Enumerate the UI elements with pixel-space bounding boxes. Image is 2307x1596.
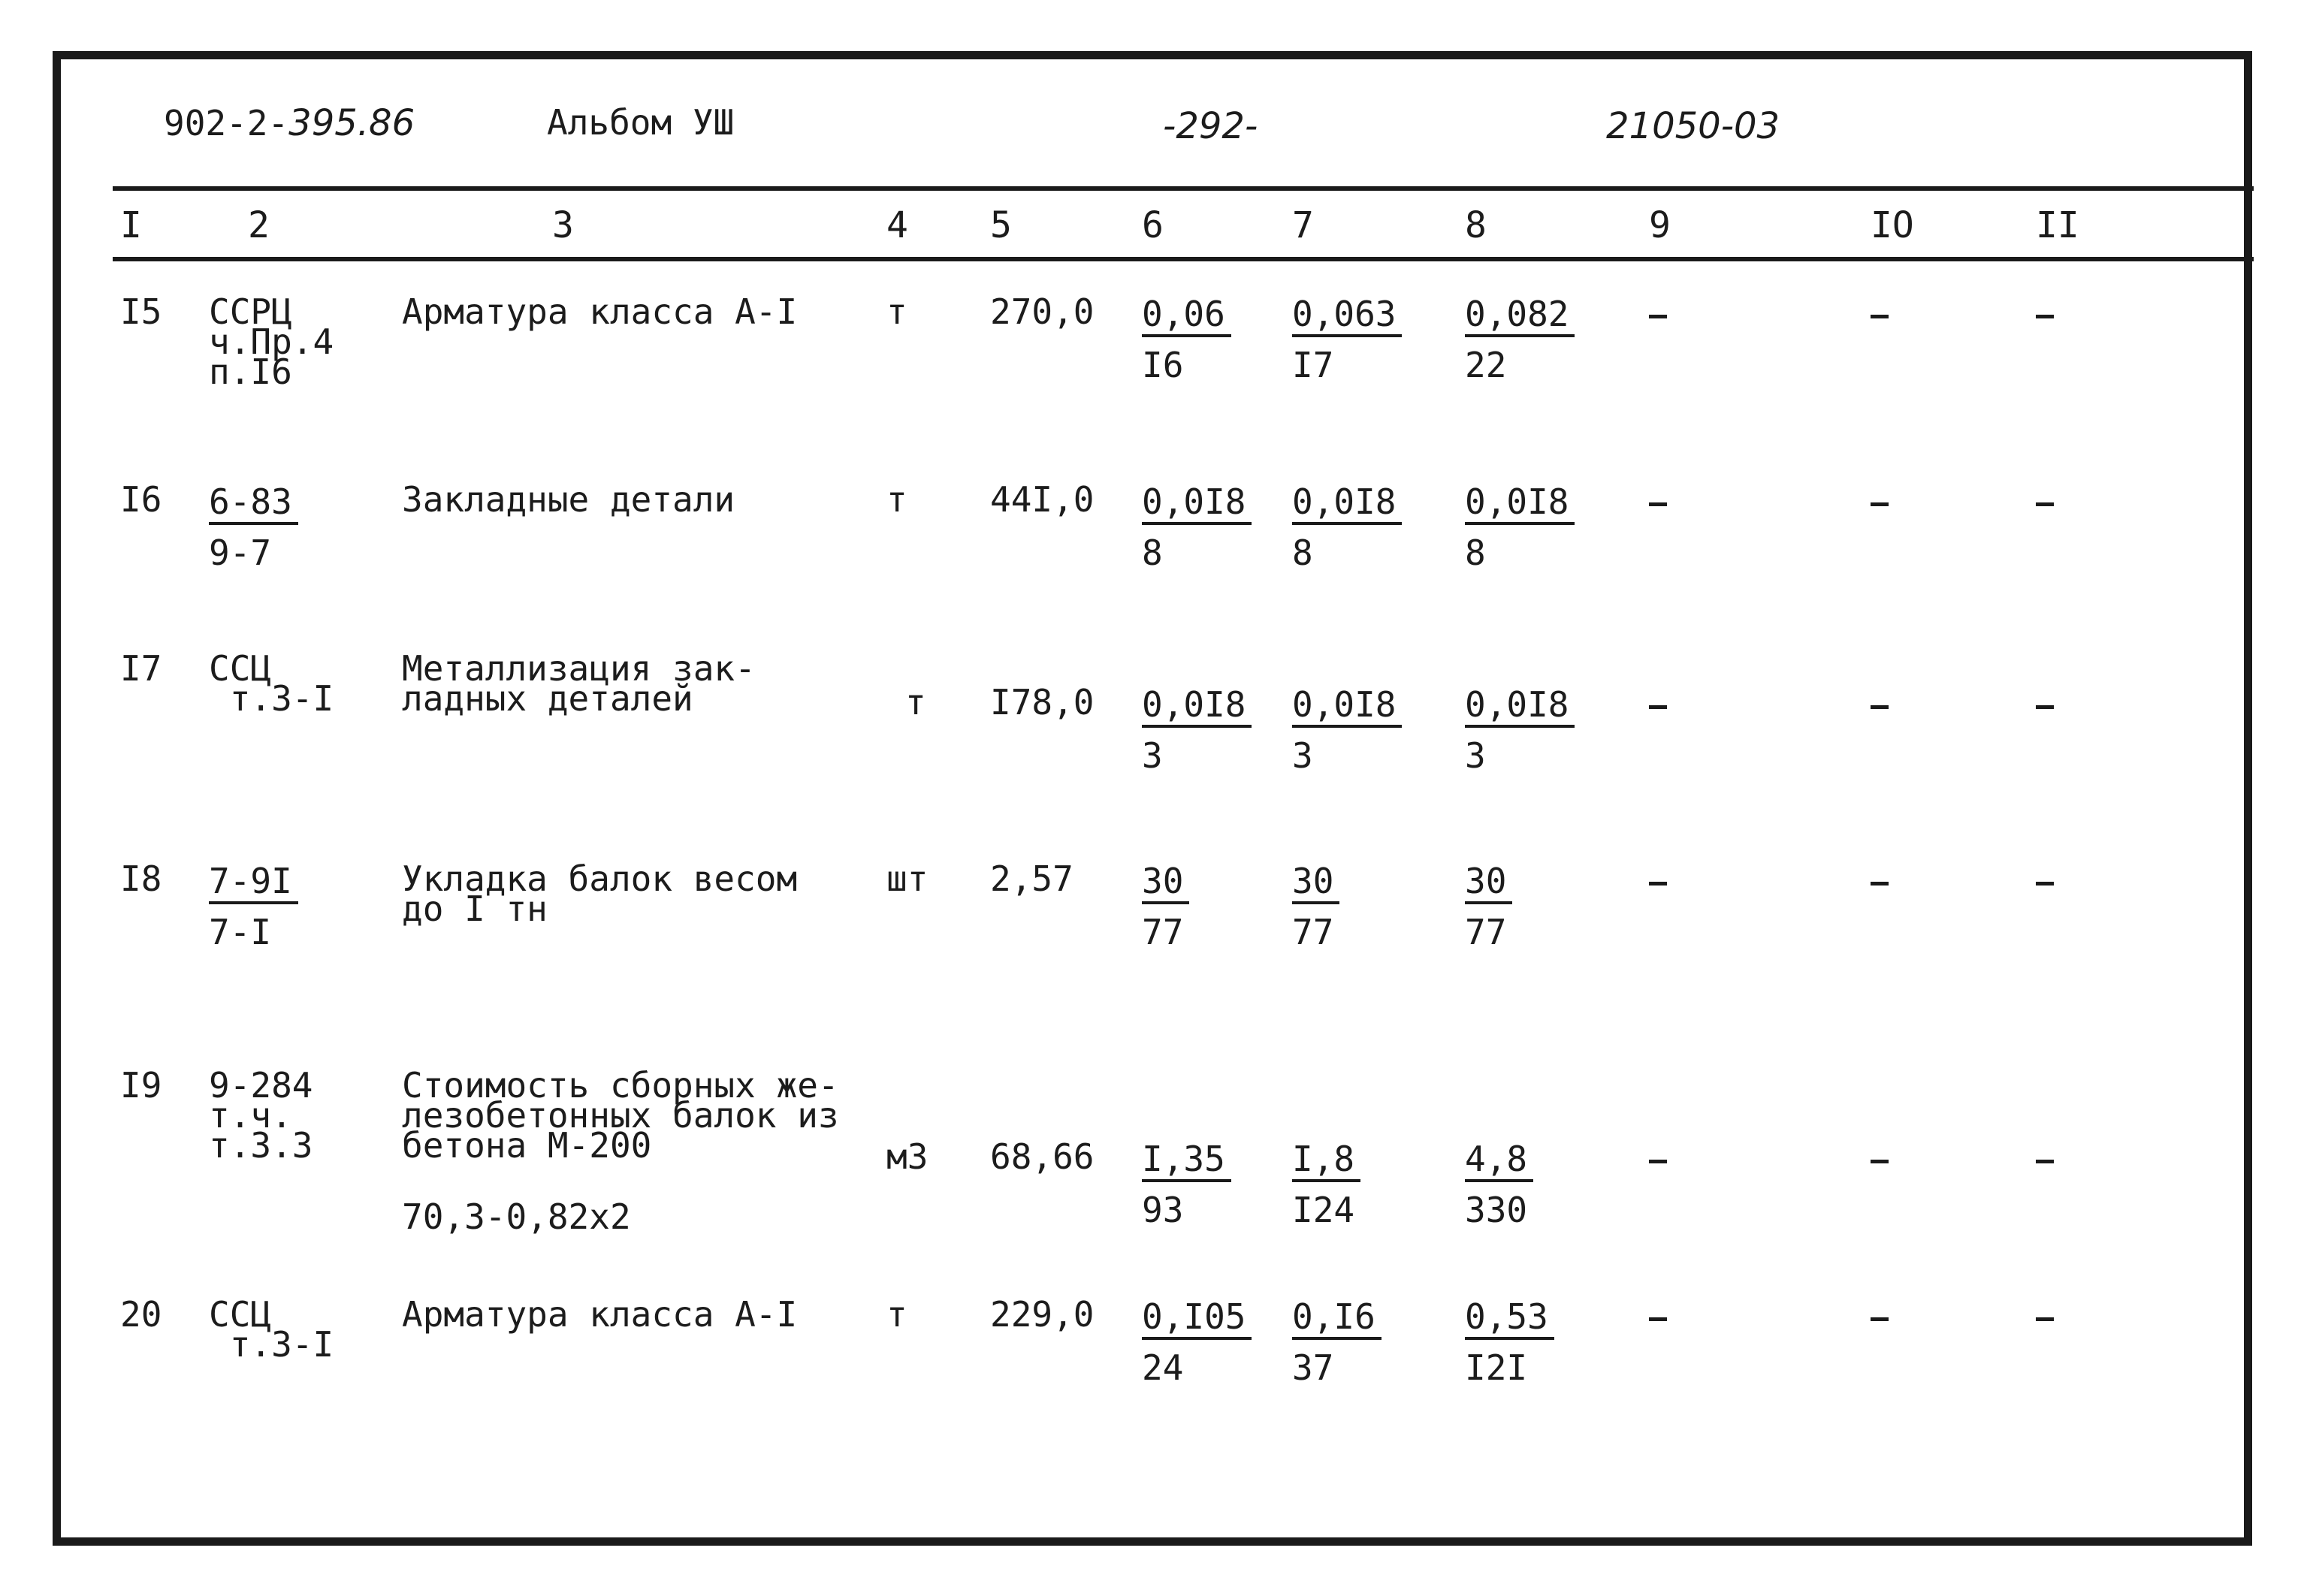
unit-price: 270,0 <box>990 291 1095 332</box>
column-number-5: 5 <box>990 204 1012 246</box>
item-name: Закладные детали <box>402 479 735 520</box>
value-denominator: 37 <box>1292 1347 1334 1388</box>
empty-dash-col-11 <box>2036 705 2054 709</box>
value-fraction-col-8 <box>1465 1296 1554 1388</box>
document-code-handwritten: 395.86 <box>288 102 415 144</box>
unit: м3 <box>886 1136 929 1177</box>
value-denominator: 8 <box>1465 533 1486 573</box>
value-numerator: I,8 <box>1292 1142 1360 1182</box>
column-number-1: I <box>120 204 142 246</box>
column-number-4: 4 <box>886 204 908 246</box>
value-numerator: 0,0I8 <box>1292 687 1402 728</box>
value-denominator: 3 <box>1465 735 1486 776</box>
unit: т <box>886 291 907 332</box>
value-numerator: 0,0I8 <box>1465 687 1575 728</box>
column-number-8: 8 <box>1465 204 1487 246</box>
norm-reference: 9-284 т.ч. т.3.3 <box>209 1065 313 1166</box>
empty-dash-col-10 <box>1871 502 1889 506</box>
value-fraction-col-7 <box>1292 861 1339 952</box>
empty-dash-col-11 <box>2036 315 2054 318</box>
value-fraction-col-7 <box>1292 1139 1360 1230</box>
header-rule-top <box>113 186 2254 191</box>
column-number-10: IO <box>1871 204 1914 246</box>
unit: шт <box>886 858 929 899</box>
item-formula: 70,3-0,82х2 <box>402 1196 631 1237</box>
column-number-2: 2 <box>248 204 270 246</box>
empty-dash-col-11 <box>2036 1317 2054 1321</box>
header-rule-bottom <box>113 257 2254 261</box>
value-numerator: 0,082 <box>1465 297 1575 337</box>
norm-reference-numerator: 7-9I <box>209 864 298 904</box>
value-numerator: 30 <box>1292 864 1339 904</box>
value-denominator: I24 <box>1292 1190 1355 1230</box>
norm-reference: ССЦ т.3-I <box>209 648 334 719</box>
unit-price: 2,57 <box>990 858 1073 899</box>
value-denominator: 24 <box>1142 1347 1184 1388</box>
value-fraction-col-6 <box>1142 1139 1231 1230</box>
item-name: Арматура класса А-I <box>402 1294 798 1335</box>
column-number-7: 7 <box>1292 204 1314 246</box>
value-fraction-col-8 <box>1465 481 1575 573</box>
value-fraction-col-7 <box>1292 1296 1381 1388</box>
value-numerator: 30 <box>1142 864 1189 904</box>
norm-reference-fraction <box>209 861 298 952</box>
empty-dash-col-9 <box>1649 315 1667 318</box>
row-number: I8 <box>120 858 162 899</box>
row-number: I6 <box>120 479 162 520</box>
empty-dash-col-10 <box>1871 1317 1889 1321</box>
value-fraction-col-6 <box>1142 481 1252 573</box>
value-numerator: 4,8 <box>1465 1142 1533 1182</box>
value-numerator: 0,I6 <box>1292 1299 1381 1340</box>
column-number-9: 9 <box>1649 204 1671 246</box>
item-name: Стоимость сборных же- лезобетонных балок из бетона М-200 <box>402 1065 839 1166</box>
value-fraction-col-8 <box>1465 861 1512 952</box>
value-denominator: 77 <box>1142 912 1184 952</box>
unit: т <box>905 682 926 723</box>
value-fraction-col-6 <box>1142 684 1252 776</box>
value-denominator: 3 <box>1292 735 1313 776</box>
value-denominator: 22 <box>1465 345 1507 385</box>
row-number: I7 <box>120 648 162 689</box>
empty-dash-col-9 <box>1649 1317 1667 1321</box>
norm-reference: ССЦ т.3-I <box>209 1294 334 1365</box>
value-numerator: 0,0I8 <box>1292 484 1402 525</box>
value-fraction-col-7 <box>1292 481 1402 573</box>
empty-dash-col-11 <box>2036 1160 2054 1163</box>
unit: т <box>886 1294 907 1335</box>
empty-dash-col-10 <box>1871 705 1889 709</box>
value-fraction-col-6 <box>1142 1296 1252 1388</box>
norm-reference-denominator: 9-7 <box>209 533 272 573</box>
row-number: 20 <box>120 1294 162 1335</box>
unit: т <box>886 479 907 520</box>
value-numerator: 30 <box>1465 864 1512 904</box>
unit-price: 68,66 <box>990 1136 1095 1177</box>
value-numerator: I,35 <box>1142 1142 1231 1182</box>
value-numerator: 0,0I8 <box>1465 484 1575 525</box>
value-fraction-col-8 <box>1465 1139 1533 1230</box>
value-numerator: 0,063 <box>1292 297 1402 337</box>
document-code <box>164 102 415 144</box>
value-numerator: 0,53 <box>1465 1299 1554 1340</box>
value-fraction-col-6 <box>1142 861 1189 952</box>
value-numerator: 0,I05 <box>1142 1299 1252 1340</box>
value-fraction-col-7 <box>1292 294 1402 385</box>
empty-dash-col-10 <box>1871 315 1889 318</box>
row-number: I9 <box>120 1065 162 1106</box>
value-denominator: 77 <box>1292 912 1334 952</box>
empty-dash-col-10 <box>1871 882 1889 885</box>
value-numerator: 0,0I8 <box>1142 687 1252 728</box>
value-denominator: I2I <box>1465 1347 1528 1388</box>
value-fraction-col-8 <box>1465 684 1575 776</box>
norm-reference: ССРЦ ч.Пр.4 п.I6 <box>209 291 334 392</box>
unit-price: 44I,0 <box>990 479 1095 520</box>
empty-dash-col-9 <box>1649 1160 1667 1163</box>
value-denominator: I7 <box>1292 345 1334 385</box>
item-name: Укладка балок весом до I тн <box>402 858 798 929</box>
empty-dash-col-11 <box>2036 502 2054 506</box>
column-number-6: 6 <box>1142 204 1164 246</box>
empty-dash-col-10 <box>1871 1160 1889 1163</box>
value-denominator: 93 <box>1142 1190 1184 1230</box>
norm-reference-fraction <box>209 481 298 573</box>
column-number-11: II <box>2036 204 2079 246</box>
value-denominator: 77 <box>1465 912 1507 952</box>
value-fraction-col-7 <box>1292 684 1402 776</box>
empty-dash-col-11 <box>2036 882 2054 885</box>
item-name: Арматура класса А-I <box>402 291 798 332</box>
page-number: -292- <box>1163 105 1258 147</box>
value-denominator: 330 <box>1465 1190 1528 1230</box>
item-name: Металлизация зак- ладных деталей <box>402 648 756 719</box>
norm-reference-numerator: 6-83 <box>209 484 298 525</box>
value-fraction-col-6 <box>1142 294 1231 385</box>
norm-reference-denominator: 7-I <box>209 912 272 952</box>
empty-dash-col-9 <box>1649 882 1667 885</box>
value-fraction-col-8 <box>1465 294 1575 385</box>
column-number-3: 3 <box>552 204 574 246</box>
value-numerator: 0,06 <box>1142 297 1231 337</box>
document-code-prefix: 902-2- <box>164 103 289 143</box>
empty-dash-col-9 <box>1649 705 1667 709</box>
value-numerator: 0,0I8 <box>1142 484 1252 525</box>
unit-price: I78,0 <box>990 682 1095 723</box>
album-label: Альбом УШ <box>547 102 735 143</box>
value-denominator: 8 <box>1142 533 1163 573</box>
doc-number: 21050-03 <box>1606 105 1780 147</box>
value-denominator: 8 <box>1292 533 1313 573</box>
empty-dash-col-9 <box>1649 502 1667 506</box>
value-denominator: I6 <box>1142 345 1184 385</box>
value-denominator: 3 <box>1142 735 1163 776</box>
row-number: I5 <box>120 291 162 332</box>
unit-price: 229,0 <box>990 1294 1095 1335</box>
